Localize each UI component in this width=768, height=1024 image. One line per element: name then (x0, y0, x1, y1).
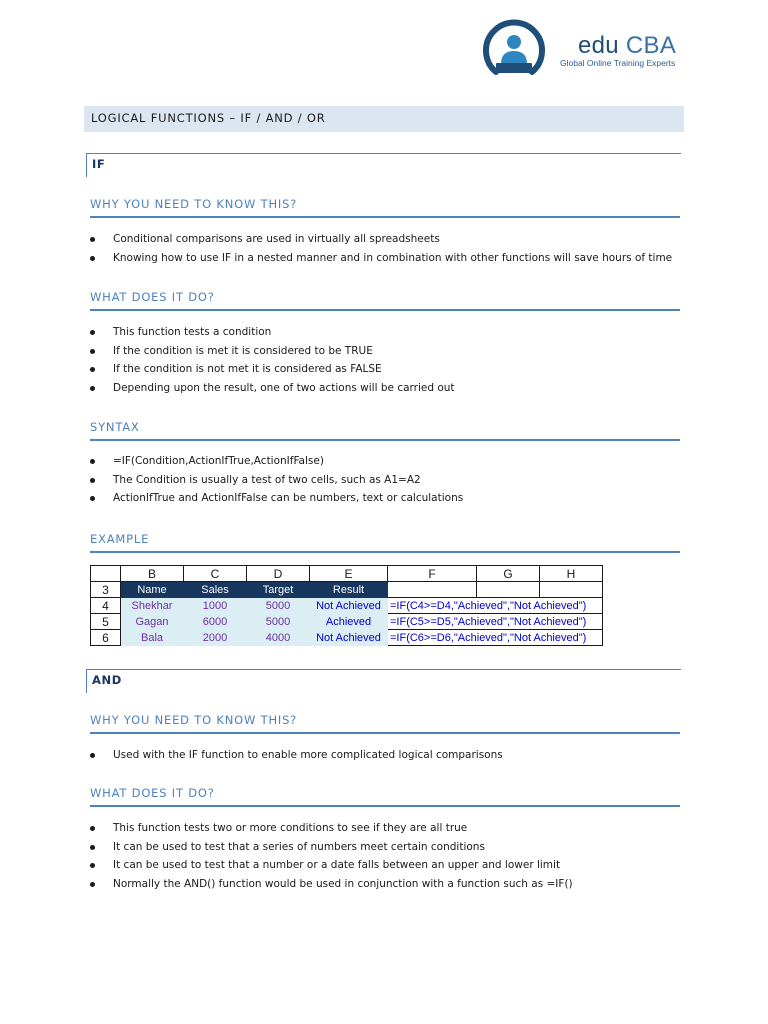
row-number: 3 (91, 582, 121, 598)
column-header-row (91, 566, 603, 582)
empty-cell (388, 582, 477, 598)
list-item: The Condition is usually a test of two cells, such as A1=A2 (90, 471, 463, 490)
subheading-if-what: WHAT DOES IT DO? (90, 291, 680, 311)
target-cell: 5000 (247, 614, 310, 630)
result-cell: Not Achieved (310, 630, 388, 646)
table-row (91, 598, 603, 614)
result-cell: Achieved (310, 614, 388, 630)
list-item: Depending upon the result, one of two actions will be carried out (90, 379, 455, 398)
list-item: Knowing how to use IF in a nested manner and in combination with other functions will save hours of time (90, 249, 672, 268)
subheading-if-why: WHY YOU NEED TO KNOW THIS? (90, 198, 680, 218)
row-number: 5 (91, 614, 121, 630)
sales-cell: 2000 (184, 630, 247, 646)
formula-cell: =IF(C4>=D4,"Achieved","Not Achieved") (388, 598, 603, 614)
list-item: It can be used to test that a series of numbers meet certain conditions (90, 838, 573, 857)
column-header: E (310, 566, 388, 582)
column-header: D (247, 566, 310, 582)
educba-logo-icon (482, 18, 546, 82)
column-header: F (388, 566, 477, 582)
list-item: It can be used to test that a number or a date falls between an upper and lower limit (90, 856, 573, 875)
logo-tagline: Global Online Training Experts (560, 58, 676, 68)
section-heading-and: AND (86, 669, 681, 693)
logo-wordmark: edu CBA (578, 32, 677, 59)
result-cell: Not Achieved (310, 598, 388, 614)
subheading-and-why: WHY YOU NEED TO KNOW THIS? (90, 714, 680, 734)
sales-cell: 6000 (184, 614, 247, 630)
list-item: ActionIfTrue and ActionIfFalse can be numbers, text or calculations (90, 489, 463, 508)
column-header: C (184, 566, 247, 582)
list-item: =IF(Condition,ActionIfTrue,ActionIfFalse) (90, 452, 463, 471)
list-item: If the condition is not met it is considered as FALSE (90, 360, 455, 379)
row-number: 4 (91, 598, 121, 614)
data-header-cell: Sales (184, 582, 247, 598)
list-item: If the condition is met it is considered to be TRUE (90, 342, 455, 361)
list-item: This function tests a condition (90, 323, 455, 342)
empty-cell (540, 582, 603, 598)
name-cell: Bala (121, 630, 184, 646)
table-row (91, 582, 603, 598)
subheading-example: EXAMPLE (90, 533, 680, 553)
bullet-list-if-what (90, 323, 455, 397)
corner-cell (91, 566, 121, 582)
page-title: LOGICAL FUNCTIONS – IF / AND / OR (84, 106, 684, 132)
formula-cell: =IF(C5>=D5,"Achieved","Not Achieved") (388, 614, 603, 630)
bullet-list-syntax (90, 452, 463, 508)
column-header: H (540, 566, 603, 582)
bullet-list-and-why (90, 746, 503, 765)
target-cell: 5000 (247, 598, 310, 614)
subheading-and-what: WHAT DOES IT DO? (90, 787, 680, 807)
data-header-cell: Name (121, 582, 184, 598)
table-row (91, 614, 603, 630)
section-heading-if: IF (86, 153, 681, 177)
bullet-list-if-why (90, 230, 672, 267)
column-header: B (121, 566, 184, 582)
list-item: This function tests two or more conditions to see if they are all true (90, 819, 573, 838)
empty-cell (477, 582, 540, 598)
example-spreadsheet (90, 565, 603, 646)
list-item: Conditional comparisons are used in virtually all spreadsheets (90, 230, 672, 249)
row-number: 6 (91, 630, 121, 646)
data-header-cell: Target (247, 582, 310, 598)
list-item: Used with the IF function to enable more complicated logical comparisons (90, 746, 503, 765)
name-cell: Shekhar (121, 598, 184, 614)
data-header-cell: Result (310, 582, 388, 598)
table-row (91, 630, 603, 646)
name-cell: Gagan (121, 614, 184, 630)
sales-cell: 1000 (184, 598, 247, 614)
bullet-list-and-what (90, 819, 573, 893)
subheading-syntax: SYNTAX (90, 421, 680, 441)
educba-logo (482, 18, 692, 80)
target-cell: 4000 (247, 630, 310, 646)
column-header: G (477, 566, 540, 582)
list-item: Normally the AND() function would be used in conjunction with a function such as =IF() (90, 875, 573, 894)
formula-cell: =IF(C6>=D6,"Achieved","Not Achieved") (388, 630, 603, 646)
